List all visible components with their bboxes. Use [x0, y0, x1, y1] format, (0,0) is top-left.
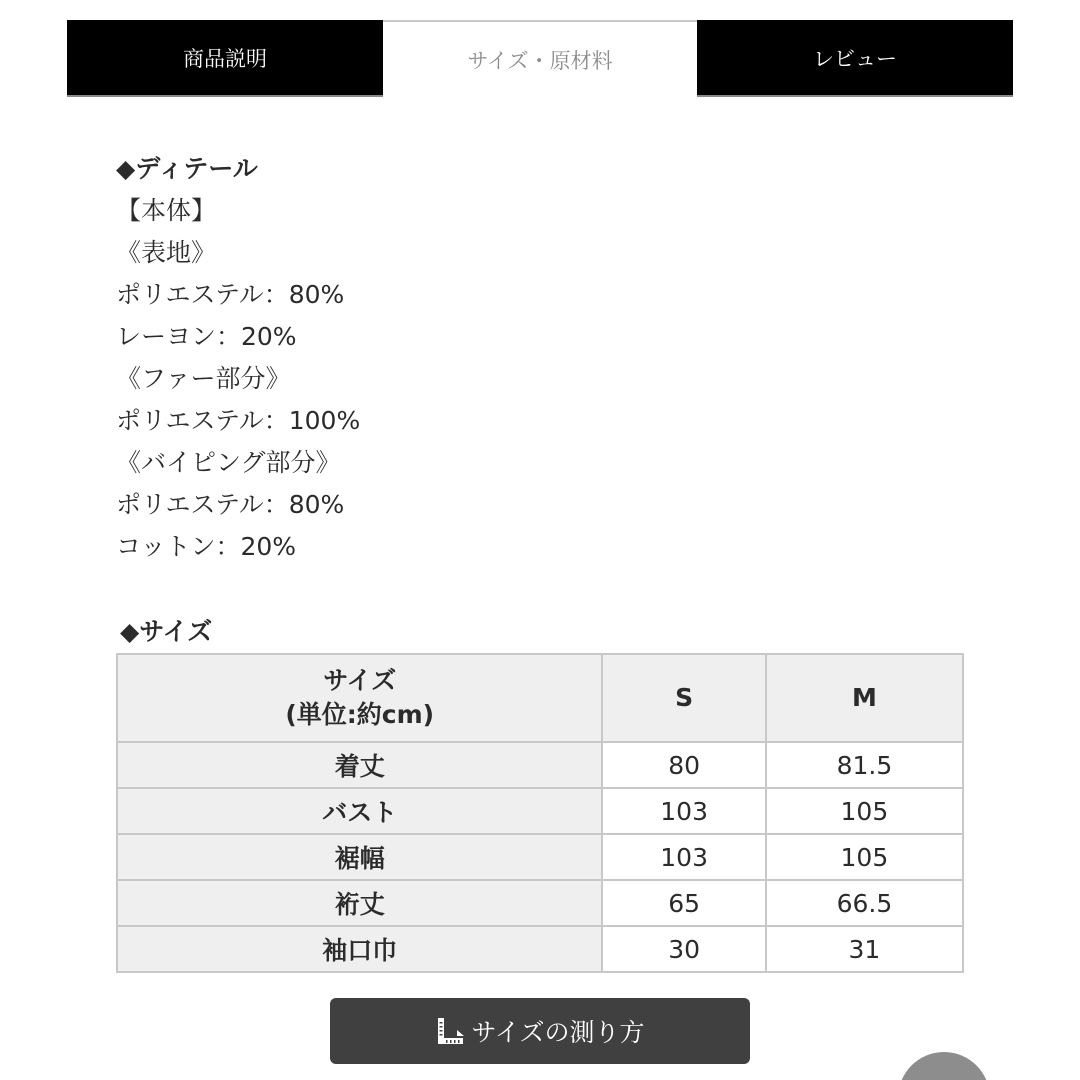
detail-line: コットン：20%	[116, 532, 297, 561]
cell-s: 65	[602, 880, 765, 926]
cell-m: 105	[766, 788, 963, 834]
header-label-line2: (単位:約cm)	[285, 700, 435, 729]
detail-line: 【本体】	[116, 196, 217, 225]
table-header-m: M	[766, 654, 963, 742]
detail-line: 《バイピング部分》	[116, 448, 341, 477]
table-row	[117, 834, 963, 880]
table-row	[117, 926, 963, 972]
detail-line: ポリエステル：80%	[116, 280, 345, 309]
row-label: 裄丈	[117, 880, 602, 926]
detail-section	[116, 148, 976, 568]
how-to-measure-label: サイズの測り方	[471, 1018, 645, 1047]
cell-s: 30	[602, 926, 765, 972]
table-header-label	[117, 654, 602, 742]
table-row	[117, 880, 963, 926]
detail-line: レーヨン：20%	[116, 322, 297, 351]
tab-size-materials[interactable]	[383, 20, 697, 97]
row-label: バスト	[117, 788, 602, 834]
detail-line: 《ファー部分》	[116, 364, 291, 393]
cell-m: 31	[766, 926, 963, 972]
how-to-measure-button[interactable]	[330, 998, 750, 1064]
tab-product-description[interactable]	[67, 20, 383, 97]
cell-m: 66.5	[766, 880, 963, 926]
table-row	[117, 788, 963, 834]
detail-line: ポリエステル：80%	[116, 490, 345, 519]
header-label-line1: サイズ	[323, 666, 397, 695]
tab-label: 商品説明	[183, 46, 267, 71]
size-heading: ◆サイズ	[120, 617, 213, 646]
cell-s: 103	[602, 834, 765, 880]
size-table	[116, 653, 964, 973]
row-label: 袖口巾	[117, 926, 602, 972]
tab-bar	[67, 20, 1013, 97]
detail-heading: ◆ディテール	[116, 154, 258, 183]
cell-m: 81.5	[766, 742, 963, 788]
tab-label: レビュー	[813, 46, 897, 71]
tab-reviews[interactable]	[697, 20, 1013, 97]
cell-s: 80	[602, 742, 765, 788]
table-row	[117, 742, 963, 788]
cell-m: 105	[766, 834, 963, 880]
scroll-top-button[interactable]	[898, 1052, 990, 1080]
ruler-icon	[435, 1016, 465, 1046]
detail-line: 《表地》	[116, 238, 217, 267]
cell-s: 103	[602, 788, 765, 834]
detail-line: ポリエステル：100%	[116, 406, 361, 435]
row-label: 裾幅	[117, 834, 602, 880]
table-header-row	[117, 654, 963, 742]
row-label: 着丈	[117, 742, 602, 788]
tab-label: サイズ・原材料	[467, 48, 613, 73]
table-header-s: S	[602, 654, 765, 742]
